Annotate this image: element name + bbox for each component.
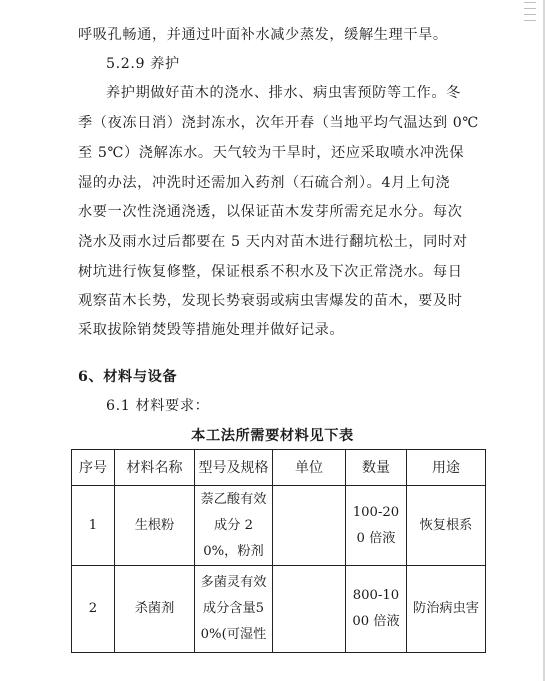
header-index: 序号 [72,450,115,486]
paragraph-line: 养护期做好苗木的浇水、排水、病虫害预防等工作。冬 [106,85,461,101]
sub-heading-6-1: 6.1 材料要求： [106,398,210,414]
paragraph-line: 观察苗木长势，发现长势衰弱或病虫害爆发的苗木，要及时 [78,293,463,309]
header-model-spec: 型号及规格 [195,450,273,486]
table-caption: 本工法所需要材料见下表 [191,428,354,444]
cell-quantity: 800-1000 倍液 [346,566,407,653]
paragraph-line: 至 5℃）浇解冻水。天气较为干旱时，还应采取喷水冲洗保 [78,145,465,161]
paragraph-line: 水要一次性浇通浇透，以保证苗木发芽所需充足水分。每次 [78,204,463,220]
table-header-row [72,450,486,486]
header-quantity: 数量 [346,450,407,486]
cell-material-name: 生根粉 [115,486,195,566]
cell-purpose: 恢复根系 [407,486,486,566]
page-corner-marks [524,2,536,30]
section-heading-5-2-9: 5.2.9 养护 [106,56,180,72]
cell-model-spec: 多菌灵有效成分含量50%(可湿性 [195,566,273,653]
paragraph-line: 湿的办法，冲洗时还需加入药剂（石硫合剂）。4月上旬浇 [78,175,451,191]
cell-purpose: 防治病虫害 [407,566,486,653]
header-material-name: 材料名称 [115,450,195,486]
header-purpose: 用途 [407,450,486,486]
header-unit: 单位 [273,450,346,486]
paragraph-line: 呼吸孔畅通，并通过叶面补水减少蒸发，缓解生理干旱。 [78,27,448,43]
cell-material-name: 杀菌剂 [115,566,195,653]
cell-unit [273,566,346,653]
cell-model-spec: 萘乙酸有效成分 20%，粉剂 [195,486,273,566]
cell-index: 2 [72,566,115,653]
section-heading-6: 6、材料与设备 [78,369,178,385]
table-row [72,566,486,653]
cell-quantity: 100-200 倍液 [346,486,407,566]
cell-unit [273,486,346,566]
paragraph-line: 采取拔除销焚毁等措施处理并做好记录。 [78,322,345,338]
paragraph-line: 树坑进行恢复修整，保证根系不积水及下次正常浇水。每日 [78,264,463,280]
cell-index: 1 [72,486,115,566]
table-row [72,486,486,566]
paragraph-line: 浇水及雨水过后都要在 5 天内对苗木进行翻坑松土，同时对 [78,234,468,250]
paragraph-line: 季（夜冻日消）浇封冻水，次年开春（当地平均气温达到 0℃ [78,115,479,131]
materials-table [71,449,486,653]
